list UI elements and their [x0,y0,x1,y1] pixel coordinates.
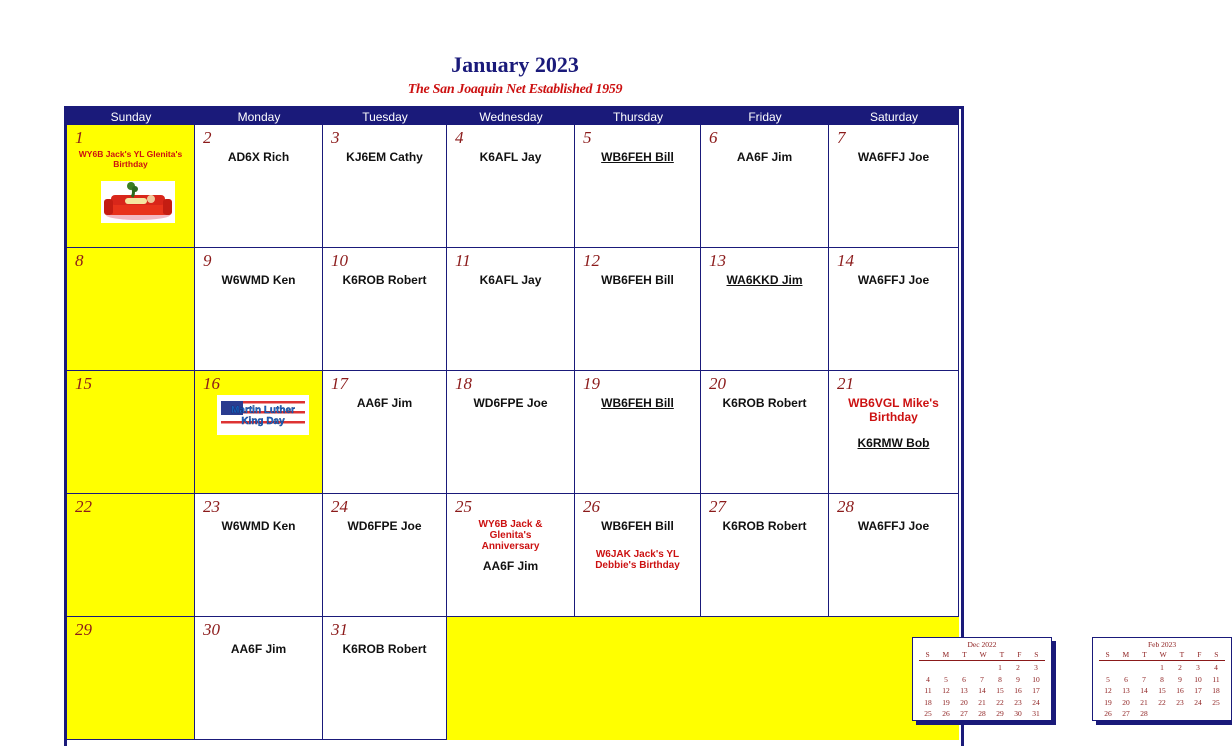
day-cell-14[interactable] [829,248,959,371]
mini-day: 19 [1104,697,1112,707]
weekday-header-tuesday: Tuesday [323,109,447,125]
mini-calendar-week [1099,675,1225,687]
day-cell-23[interactable] [195,494,323,617]
mini-day: 8 [998,674,1002,684]
mini-day: 5 [1106,674,1110,684]
mini-day: 27 [960,709,968,718]
event-label: W6WMD Ken [221,273,296,287]
mini-weekday: M [1122,650,1130,659]
mini-weekday: T [999,650,1005,659]
mini-day [1135,663,1153,675]
mini-calendar-title: Dec 2022 [967,640,997,649]
day-number: 9 [203,251,212,270]
mini-day: 4 [1214,663,1218,672]
mini-day: 23 [1014,697,1022,707]
weekday-header-monday: Monday [195,109,323,125]
day-number: 16 [203,374,220,393]
mini-day: 15 [1158,686,1166,695]
mini-day: 30 [1014,709,1022,718]
mini-day: 18 [1212,686,1220,695]
mini-calendar-0 [912,637,1052,721]
day-cell-15[interactable] [67,371,195,494]
mini-day: 18 [924,697,932,707]
day-number: 15 [75,374,92,393]
weekday-header-thursday: Thursday [575,109,701,125]
mini-day: 21 [1140,697,1148,707]
mini-day: 1 [998,663,1002,672]
mini-weekday: W [1159,650,1167,659]
day-cell-22[interactable] [67,494,195,617]
day-number: 25 [455,497,472,516]
event-label[interactable]: WB6FEH Bill [601,150,674,164]
mini-day: 20 [960,697,968,707]
event-label: AA6F Jim [356,396,413,410]
mini-day [1207,709,1225,721]
event-label: AA6F Jim [230,642,287,656]
mini-day: 29 [996,709,1004,718]
mini-day [1171,709,1189,721]
mini-day: 14 [978,686,986,695]
day-number: 3 [331,128,340,147]
mini-day: 16 [1014,686,1022,695]
mini-weekday: S [925,650,930,659]
mini-day: 28 [1140,709,1148,718]
event-label: AA6F Jim [736,150,793,164]
day-cell-24[interactable] [323,494,447,617]
mini-day: 3 [1034,663,1038,672]
event-label: WA6FFJ Joe [857,150,930,164]
mini-day: 24 [1194,697,1202,707]
event-label: K6AFL Jay [479,273,542,287]
event-label: AA6F Jim [482,559,539,573]
mini-weekday: S [1214,650,1219,659]
mini-calendar-week [919,698,1045,710]
day-cell-28[interactable] [829,494,959,617]
weekday-header-saturday: Saturday [829,109,959,125]
day-number: 23 [203,497,220,516]
mini-calendar-week [1099,686,1225,698]
mini-day: 15 [996,686,1004,695]
mini-weekday: M [942,650,950,659]
event-label: WY6B Jack & Glenita's Anniversary [478,519,543,552]
day-number: 21 [837,374,854,393]
day-cell-25[interactable] [447,494,575,617]
day-cell-4[interactable] [447,125,575,248]
day-number: 24 [331,497,348,516]
mini-calendar-week [919,675,1045,687]
mini-day: 27 [1122,709,1130,718]
svg-text:Martin Luther: Martin Luther [231,405,295,416]
day-number: 6 [709,128,718,147]
day-number: 12 [583,251,600,270]
day-number: 8 [75,251,84,270]
mini-day: 23 [1176,697,1184,707]
mini-day: 26 [942,709,950,718]
mini-day: 25 [924,709,932,718]
mini-calendar-week [919,663,1045,675]
event-label[interactable]: WA6KKD Jim [726,273,803,287]
mini-day: 3 [1196,663,1200,672]
event-label: WA6FFJ Joe [857,273,930,287]
day-cell-27[interactable] [701,494,829,617]
mini-day: 4 [926,674,930,684]
mini-day [973,663,991,675]
day-cell-6[interactable] [701,125,829,248]
day-number: 17 [331,374,348,393]
day-cell-1[interactable] [67,125,195,248]
mini-day: 2 [1016,663,1020,672]
mini-weekday: F [1197,650,1202,659]
mini-day: 17 [1194,686,1202,695]
weekday-header-wednesday: Wednesday [447,109,575,125]
day-number: 22 [75,497,92,516]
mini-day: 8 [1160,674,1164,684]
mini-weekday: T [1142,650,1147,659]
mini-day: 9 [1016,674,1020,684]
mini-day: 9 [1178,674,1182,684]
event-label[interactable]: K6RMW Bob [857,436,930,450]
mini-calendar-week [919,709,1045,721]
mini-day: 24 [1032,697,1040,707]
page-subtitle: The San Joaquin Net Established 1959 [407,82,623,97]
day-cell-3[interactable] [323,125,447,248]
mini-weekday: T [962,650,967,659]
day-cell-26[interactable] [575,494,701,617]
day-cell-8[interactable] [67,248,195,371]
mini-day [955,663,973,675]
mini-calendar-week [1099,663,1225,675]
mini-day [937,663,955,675]
day-number: 29 [75,620,92,639]
mini-day: 5 [944,674,948,684]
mini-day: 22 [1158,697,1166,707]
event-label: WD6FPE Joe [473,396,548,410]
mini-weekday: S [1034,650,1039,659]
day-number: 7 [837,128,846,147]
day-number: 4 [455,128,464,147]
day-cell-10[interactable] [323,248,447,371]
day-cell-29[interactable] [67,617,195,740]
day-cell-20[interactable] [701,371,829,494]
mini-day: 12 [942,686,950,695]
event-label: W6JAK Jack's YL Debbie's Birthday [595,549,680,571]
day-cell-18[interactable] [447,371,575,494]
mini-weekday: T [1179,650,1185,659]
mini-day: 14 [1140,686,1148,695]
page-title: January 2023 [451,52,579,77]
day-number: 28 [837,497,854,516]
day-number: 13 [709,251,726,270]
mini-day [1117,663,1135,675]
day-cell-7[interactable] [829,125,959,248]
sofa-icon [101,181,175,228]
mini-day: 16 [1176,686,1184,695]
mini-calendar-1 [1092,637,1232,721]
day-number: 5 [583,128,592,147]
event-label: WB6FEH Bill [601,519,674,533]
mini-day: 28 [978,709,986,718]
event-label: AD6X Rich [227,150,290,164]
mini-day [1099,663,1117,675]
day-cell-30[interactable] [195,617,323,740]
day-number: 30 [203,620,220,639]
mini-day: 1 [1160,663,1164,672]
event-label: K6ROB Robert [722,519,807,533]
mini-day: 13 [1122,686,1130,695]
mini-calendar-title: Feb 2023 [1147,640,1177,649]
mini-day: 21 [978,697,986,707]
day-cell-9[interactable] [195,248,323,371]
event-label: K6ROB Robert [342,273,427,287]
day-number: 27 [709,497,726,516]
mini-weekday: F [1017,650,1022,659]
empty-days-area [447,617,1220,740]
mini-day: 13 [960,686,968,695]
day-number: 1 [75,128,84,147]
mini-day [919,663,937,675]
mini-day: 12 [1104,686,1112,695]
mini-day: 11 [924,686,932,695]
day-number: 2 [203,128,212,147]
mini-day: 20 [1122,697,1130,707]
event-label: WA6FFJ Joe [857,519,930,533]
mini-day: 17 [1032,686,1040,695]
mlk-day-banner [217,395,309,440]
event-label: WY6B Jack's YL Glenita's Birthday [78,149,183,169]
svg-text:King Day: King Day [241,416,285,427]
day-number: 26 [583,497,600,516]
event-label: W6WMD Ken [221,519,296,533]
event-label: K6ROB Robert [342,642,427,656]
event-label[interactable]: WB6FEH Bill [601,396,674,410]
mini-day: 10 [1194,674,1202,684]
mini-calendar-weekdays [919,650,1045,661]
mini-weekday: W [979,650,987,659]
mini-day [1153,709,1171,721]
mini-calendar-week [1099,698,1225,710]
weekday-header-sunday: Sunday [67,109,195,125]
mini-day [1189,709,1207,721]
mini-weekday: S [1105,650,1110,659]
day-number: 11 [455,251,471,270]
event-label: K6ROB Robert [722,396,807,410]
mini-day: 31 [1032,709,1040,718]
mini-day: 25 [1212,697,1220,707]
day-number: 10 [331,251,348,270]
mini-day: 7 [1142,674,1146,684]
day-cell-12[interactable] [575,248,701,371]
day-number: 19 [583,374,600,393]
day-cell-2[interactable] [195,125,323,248]
mini-day: 7 [980,674,984,684]
day-cell-16[interactable] [195,371,323,494]
event-label: KJ6EM Cathy [346,150,423,164]
event-label: WD6FPE Joe [347,519,422,533]
day-number: 14 [837,251,854,270]
day-cell-5[interactable] [575,125,701,248]
mini-day: 22 [996,697,1004,707]
event-label: K6AFL Jay [479,150,542,164]
day-cell-11[interactable] [447,248,575,371]
mini-calendar-week [1099,709,1225,721]
event-label: WB6FEH Bill [601,273,674,287]
day-cell-17[interactable] [323,371,447,494]
day-cell-21[interactable] [829,371,959,494]
mini-day: 2 [1178,663,1182,672]
mini-day: 6 [962,674,966,684]
weekday-header-friday: Friday [701,109,829,125]
day-cell-31[interactable] [323,617,447,740]
event-label: WB6VGL Mike's Birthday [848,396,939,424]
day-cell-19[interactable] [575,371,701,494]
mini-calendar-weekdays [1099,650,1225,661]
mini-day: 19 [942,697,950,707]
day-number: 20 [709,374,726,393]
mini-day: 10 [1032,674,1040,684]
day-number: 18 [455,374,472,393]
mini-day: 11 [1212,674,1220,684]
day-number: 31 [331,620,348,639]
day-cell-13[interactable] [701,248,829,371]
calendar-grid [64,106,1220,746]
mini-calendar-week [919,686,1045,698]
mini-day: 26 [1104,709,1112,718]
mini-day: 6 [1124,674,1128,684]
